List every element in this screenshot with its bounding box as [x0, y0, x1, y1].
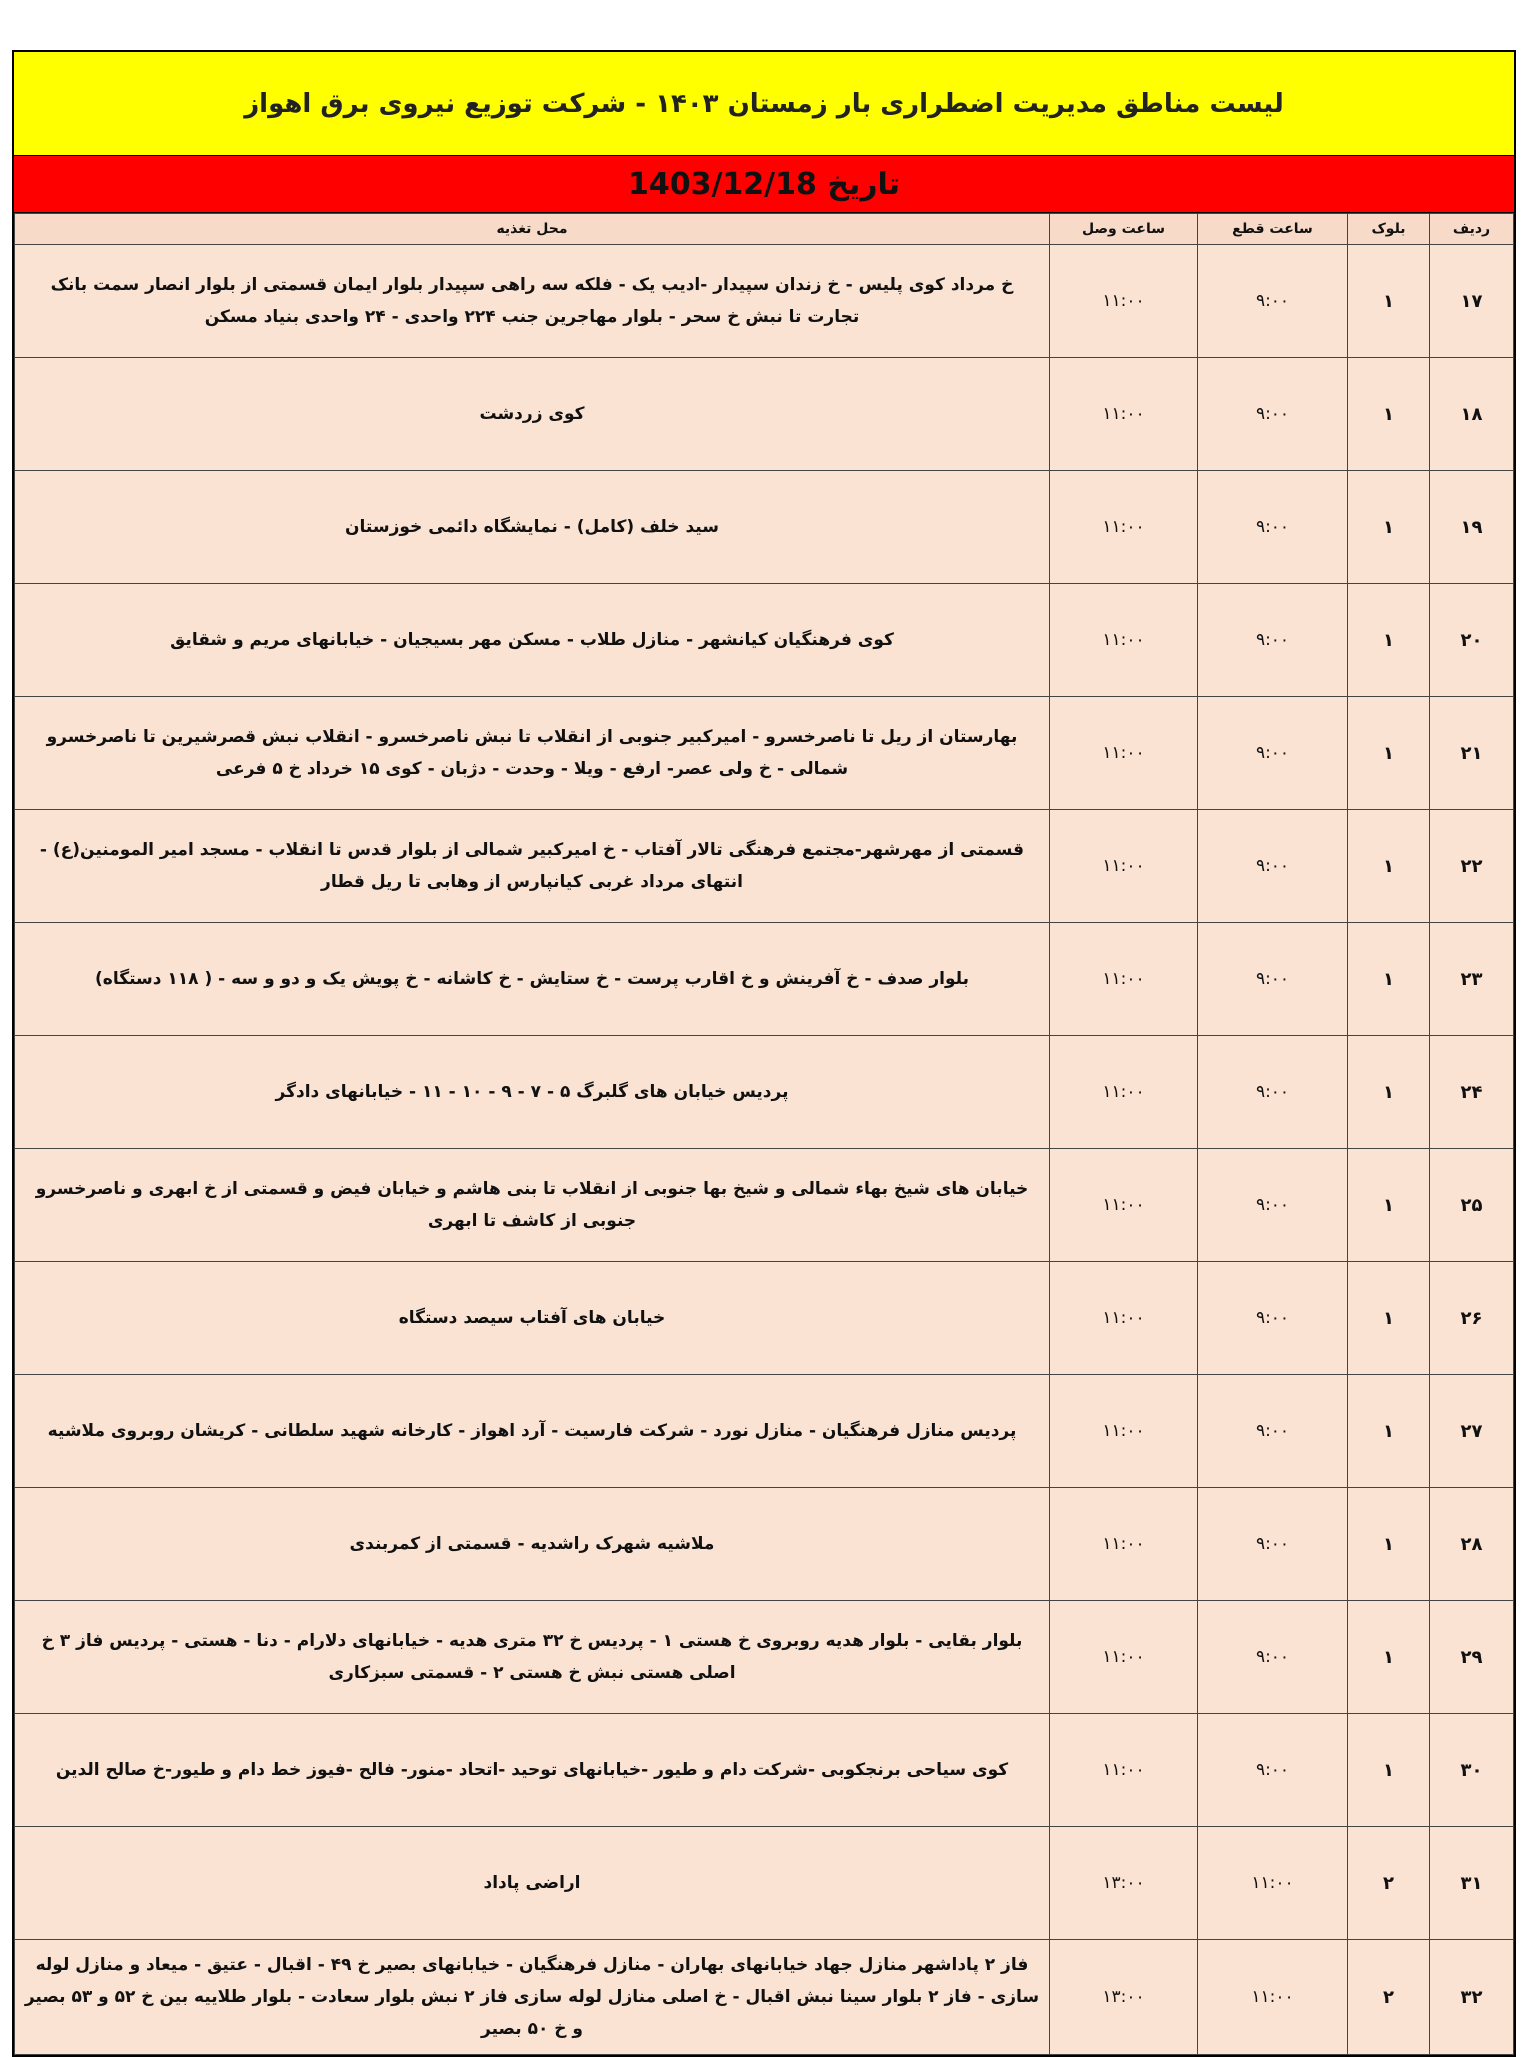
feed-location: خیابان های شیخ بهاء شمالی و شیخ بها جنوبی از انقلاب تا بنی هاشم و خیابان فیض و قسمتی از خ ابهری و ناصرخسرو جنوبی از کاشف تا ابهری	[15, 1149, 1050, 1262]
row-number: ۳۲	[1430, 1940, 1514, 2055]
row-number: ۲۱	[1430, 697, 1514, 810]
connect-time: ۱۱:۰۰	[1050, 471, 1198, 584]
block-number: ۱	[1348, 584, 1430, 697]
cut-time: ۹:۰۰	[1198, 1262, 1348, 1375]
row-number: ۲۶	[1430, 1262, 1514, 1375]
cut-time: ۹:۰۰	[1198, 245, 1348, 358]
feed-location: خ مرداد کوی پلیس - خ زندان سپیدار -ادیب یک - فلکه سه راهی سپیدار بلوار ایمان قسمتی از بلوار انصار سمت بانک تجارت تا نبش خ سحر - بلوار مهاجرین جنب ۲۲۴ واحدی - ۲۴ واحدی بنیاد مسکن	[15, 245, 1050, 358]
connect-time: ۱۳:۰۰	[1050, 1827, 1198, 1940]
connect-time: ۱۱:۰۰	[1050, 584, 1198, 697]
table-row	[15, 358, 1514, 471]
feed-location: کوی سیاحی برنجکوبی -شرکت دام و طیور -خیابانهای توحید -اتحاد -منور- فالح -فیوز خط دام و طیور-خ صالح الدین	[15, 1714, 1050, 1827]
cut-time: ۹:۰۰	[1198, 1375, 1348, 1488]
block-number: ۱	[1348, 1488, 1430, 1601]
block-number: ۱	[1348, 1601, 1430, 1714]
row-number: ۲۲	[1430, 810, 1514, 923]
connect-time: ۱۱:۰۰	[1050, 1714, 1198, 1827]
table-header-row	[15, 214, 1514, 245]
feed-location: کوی زردشت	[15, 358, 1050, 471]
row-number: ۳۰	[1430, 1714, 1514, 1827]
connect-time: ۱۱:۰۰	[1050, 810, 1198, 923]
row-number: ۲۸	[1430, 1488, 1514, 1601]
connect-time: ۱۳:۰۰	[1050, 1940, 1198, 2055]
header-connect-time: ساعت وصل	[1050, 214, 1198, 245]
cut-time: ۱۱:۰۰	[1198, 1940, 1348, 2055]
cut-time: ۹:۰۰	[1198, 1601, 1348, 1714]
feed-location: سید خلف (کامل) - نمایشگاه دائمی خوزستان	[15, 471, 1050, 584]
block-number: ۲	[1348, 1827, 1430, 1940]
connect-time: ۱۱:۰۰	[1050, 1488, 1198, 1601]
cut-time: ۱۱:۰۰	[1198, 1827, 1348, 1940]
page-title: لیست مناطق مدیریت اضطراری بار زمستان ۱۴۰۳ - شرکت توزیع نیروی برق اهواز	[244, 88, 1284, 119]
cut-time: ۹:۰۰	[1198, 1149, 1348, 1262]
table-row	[15, 1375, 1514, 1488]
table-row	[15, 245, 1514, 358]
block-number: ۲	[1348, 1940, 1430, 2055]
row-number: ۱۹	[1430, 471, 1514, 584]
block-number: ۱	[1348, 810, 1430, 923]
cut-time: ۹:۰۰	[1198, 697, 1348, 810]
table-row	[15, 584, 1514, 697]
connect-time: ۱۱:۰۰	[1050, 358, 1198, 471]
connect-time: ۱۱:۰۰	[1050, 245, 1198, 358]
feed-location: بلوار بقایی - بلوار هدیه روبروی خ هستی ۱ - پردیس خ ۳۲ متری هدیه - خیابانهای دلارام - دنا - هستی - پردیس فاز ۳ خ اصلی هستی نبش خ هستی ۲ - قسمتی سبزکاری	[15, 1601, 1050, 1714]
row-number: ۲۹	[1430, 1601, 1514, 1714]
block-number: ۱	[1348, 1036, 1430, 1149]
cut-time: ۹:۰۰	[1198, 471, 1348, 584]
connect-time: ۱۱:۰۰	[1050, 697, 1198, 810]
cut-time: ۹:۰۰	[1198, 810, 1348, 923]
row-number: ۲۳	[1430, 923, 1514, 1036]
title-banner	[14, 52, 1514, 156]
cut-time: ۹:۰۰	[1198, 923, 1348, 1036]
connect-time: ۱۱:۰۰	[1050, 923, 1198, 1036]
feed-location: پردیس خیابان های گلبرگ ۵ - ۷ - ۹ - ۱۰ - ۱۱ - خیابانهای دادگر	[15, 1036, 1050, 1149]
connect-time: ۱۱:۰۰	[1050, 1375, 1198, 1488]
block-number: ۱	[1348, 697, 1430, 810]
feed-location: قسمتی از مهرشهر-مجتمع فرهنگی تالار آفتاب - خ امیرکبیر شمالی از بلوار قدس تا انقلاب - مسجد امیر المومنین(ع) - انتهای مرداد غربی کیانپارس از وهابی تا ریل قطار	[15, 810, 1050, 923]
table-row	[15, 697, 1514, 810]
table-row	[15, 1940, 1514, 2055]
header-block: بلوک	[1348, 214, 1430, 245]
connect-time: ۱۱:۰۰	[1050, 1262, 1198, 1375]
feed-location: پردیس منازل فرهنگیان - منازل نورد - شرکت فارسیت - آرد اهواز - کارخانه شهید سلطانی - کریشان روبروی ملاشیه	[15, 1375, 1050, 1488]
table-row	[15, 810, 1514, 923]
header-row-number: ردیف	[1430, 214, 1514, 245]
table-row	[15, 1488, 1514, 1601]
table-row	[15, 1149, 1514, 1262]
feed-location: بهارستان از ریل تا ناصرخسرو - امیرکبیر جنوبی از انقلاب تا نبش ناصرخسرو - انقلاب نبش قصرشیرین تا ناصرخسرو شمالی - خ ولی عصر- ارفع - ویلا - وحدت - دژبان - کوی ۱۵ خرداد خ ۵ فرعی	[15, 697, 1050, 810]
table-row	[15, 1036, 1514, 1149]
feed-location: بلوار صدف - خ آفرینش و خ اقارب پرست - خ ستایش - خ کاشانه - خ پویش یک و دو و سه - ( ۱۱۸ دستگاه)	[15, 923, 1050, 1036]
header-cut-time: ساعت قطع	[1198, 214, 1348, 245]
connect-time: ۱۱:۰۰	[1050, 1149, 1198, 1262]
table-row	[15, 1827, 1514, 1940]
outage-table	[14, 213, 1514, 2055]
cut-time: ۹:۰۰	[1198, 1714, 1348, 1827]
cut-time: ۹:۰۰	[1198, 358, 1348, 471]
row-number: ۲۴	[1430, 1036, 1514, 1149]
connect-time: ۱۱:۰۰	[1050, 1601, 1198, 1714]
feed-location: فاز ۲ پاداشهر منازل جهاد خیابانهای بهاران - منازل فرهنگیان - خیابانهای بصیر خ ۴۹ - اقبال - عتیق - میعاد و منازل لوله سازی - فاز ۲ بلوار سینا نبش اقبال - خ اصلی منازل لوله سازی فاز ۲ نبش بلوار سعادت - بلوار طلاییه بین خ ۵۲ و ۵۳ بصیر و خ ۵۰ بصیر	[15, 1940, 1050, 2055]
connect-time: ۱۱:۰۰	[1050, 1036, 1198, 1149]
block-number: ۱	[1348, 471, 1430, 584]
block-number: ۱	[1348, 358, 1430, 471]
block-number: ۱	[1348, 1375, 1430, 1488]
cut-time: ۹:۰۰	[1198, 584, 1348, 697]
schedule-sheet	[12, 50, 1516, 2057]
block-number: ۱	[1348, 923, 1430, 1036]
table-row	[15, 1714, 1514, 1827]
feed-location: کوی فرهنگیان کیانشهر - منازل طلاب - مسکن مهر بسیجیان - خیابانهای مریم و شقایق	[15, 584, 1050, 697]
cut-time: ۹:۰۰	[1198, 1488, 1348, 1601]
block-number: ۱	[1348, 1714, 1430, 1827]
table-row	[15, 1262, 1514, 1375]
header-location: محل تغذیه	[15, 214, 1050, 245]
row-number: ۲۵	[1430, 1149, 1514, 1262]
table-row	[15, 1601, 1514, 1714]
feed-location: اراضی پاداد	[15, 1827, 1050, 1940]
block-number: ۱	[1348, 1149, 1430, 1262]
date-banner	[14, 156, 1514, 213]
feed-location: خیابان های آفتاب سیصد دستگاه	[15, 1262, 1050, 1375]
row-number: ۳۱	[1430, 1827, 1514, 1940]
table-row	[15, 923, 1514, 1036]
block-number: ۱	[1348, 245, 1430, 358]
row-number: ۱۸	[1430, 358, 1514, 471]
table-row	[15, 471, 1514, 584]
block-number: ۱	[1348, 1262, 1430, 1375]
date-label: تاریخ 1403/12/18	[627, 166, 901, 202]
feed-location: ملاشیه شهرک راشدیه - قسمتی از کمربندی	[15, 1488, 1050, 1601]
row-number: ۲۰	[1430, 584, 1514, 697]
row-number: ۱۷	[1430, 245, 1514, 358]
cut-time: ۹:۰۰	[1198, 1036, 1348, 1149]
row-number: ۲۷	[1430, 1375, 1514, 1488]
